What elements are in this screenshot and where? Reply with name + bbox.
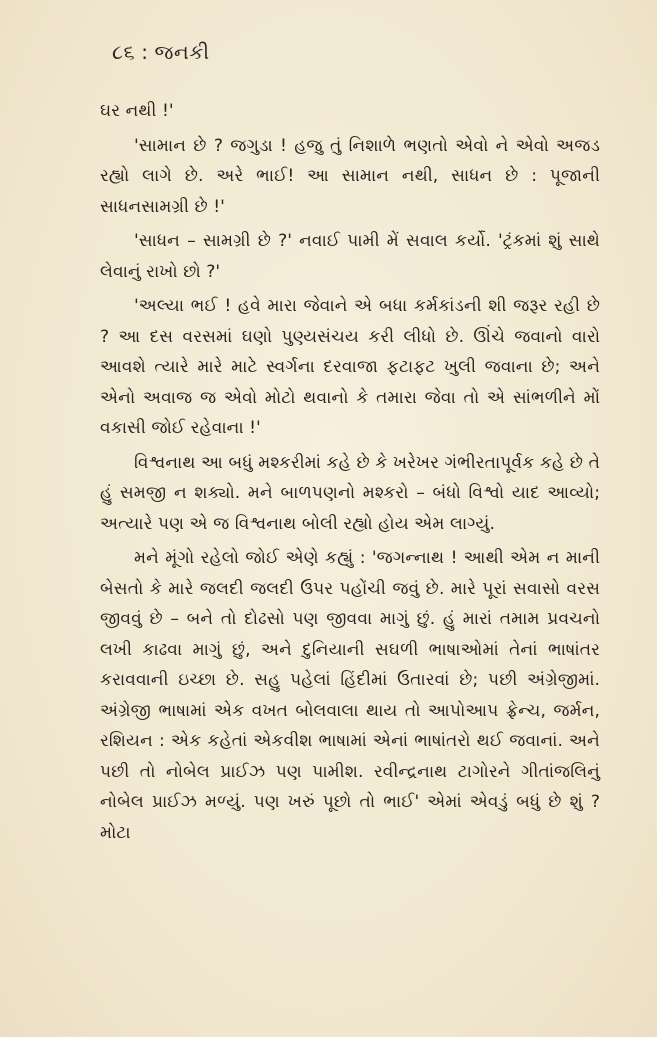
paragraph-1: ઘર નથી !' bbox=[100, 101, 174, 121]
paragraph-6: મને મૂંગો રહેલો જોઈ એણે કહ્યું : 'જગન્નાથ ! આથી એમ ન માની બેસતો કે મારે જલદી જલદી ઉપર પહોંચી જવું છે. મારે પૂરાં સવાસો વરસ જીવવું છે – બને તો દોઢસો પણ જીવવા માગું છું. હું મારાં તમામ પ્રવચનો લખી કાઢવા માગું છું, અને દુનિયાની સઘળી ભાષાઓમાં તેનાં ભાષાંતર કરાવવાની ઇચ્છા છે. સહુ પહેલાં હિંદીમાં ઉતારવાં છે; પછી અંગ્રેજીમાં. અંગ્રેજી ભાષામાં એક વખત બોલવાલા થાય તો આપોઆપ ફ્રેન્ચ, જર્મન, રશિયન : એક કહેતાં એકવીશ ભાષામાં એનાં ભાષાંતરો થઈ જવાનાં. અને પછી તો નોબેલ પ્રાઈઝ પણ પામીશ. રવીન્દ્રનાથ ટાગોરને ગીતાંજલિનું નોબેલ પ્રાઈઝ મળ્યું. પણ ખરું પૂછો તો ભાઈ' એમાં એવડું બધું છે શું ? મોટા bbox=[100, 548, 600, 843]
paragraph-2: 'સામાન છે ? જગુડા ! હજુ તું નિશાળે ભણતો એવો ને એવો અજડ રહ્યો લાગે છે. અરે ભાઈ! આ સામાન નથી, સાધન છે : પૂજાની સાધનસામગ્રી છે !' bbox=[100, 135, 600, 217]
paragraph-3: 'સાધન – સામગ્રી છે ?' નવાઈ પામી મેં સવાલ કર્યો. 'ટ્રંકમાં શું સાથે લેવાનું રાખો છો ?' bbox=[100, 231, 600, 282]
page-number: ૮૬ bbox=[112, 40, 136, 64]
book-title: જનકી bbox=[154, 40, 210, 64]
running-header bbox=[112, 40, 210, 64]
paragraph-5: વિશ્વનાથ આ બધું મશ્કરીમાં કહે છે કે ખરેખર ગંભીરતાપૂર્વક કહે છે તે હું સમજી ન શક્યો. મને બાળપણનો મશ્કરો – બંધો વિશ્વો યાદ આવ્યો; અત્યારે પણ એ જ વિશ્વનાથ બોલી રહ્યો હોય એમ લાગ્યું. bbox=[100, 452, 600, 534]
paragraph-4: 'અલ્યા ભઈ ! હવે મારા જેવાને એ બધા કર્મકાંડની શી જરૂર રહી છે ? આ દસ વરસમાં ઘણો પુણ્યસંચય કરી લીધો છે. ઊંચે જવાનો વારો આવશે ત્યારે મારે માટે સ્વર્ગના દરવાજા ફટાફટ ખુલી જવાના છે; અને એનો અવાજ જ એવો મોટો થવાનો કે તમારા જેવા તો એ સાંભળીને મોં વકાસી જોઈ રહેવાના !' bbox=[100, 296, 600, 438]
header-separator: : bbox=[141, 40, 149, 64]
body-text bbox=[100, 96, 600, 852]
